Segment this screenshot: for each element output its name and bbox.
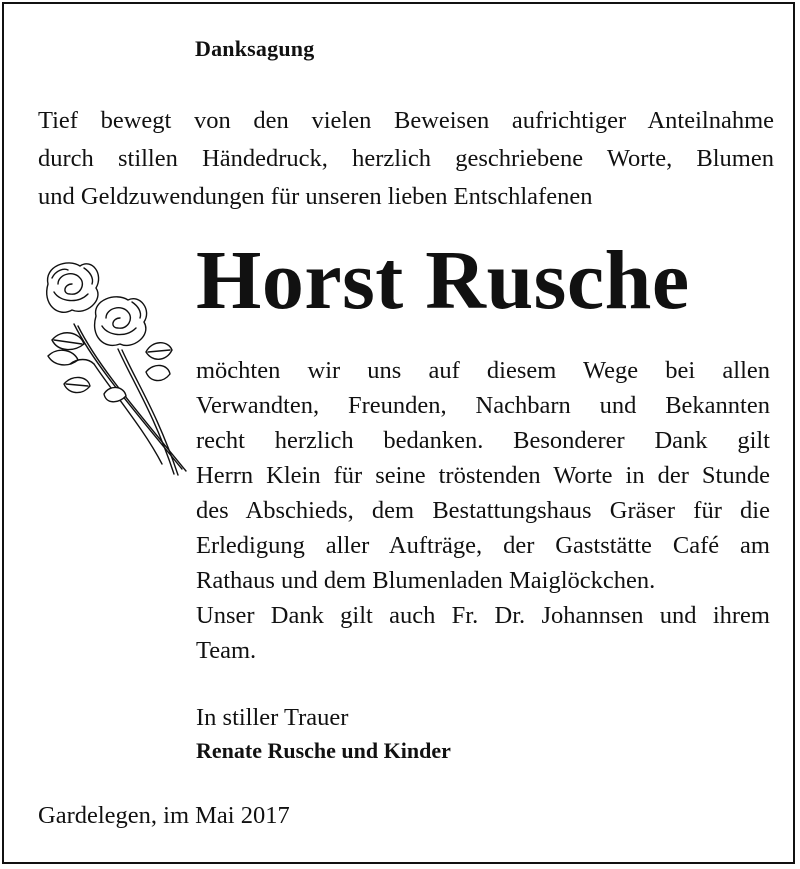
place-date: Gardelegen, im Mai 2017 [38,802,290,829]
body-line: recht herzlich bedanken. Besonderer Dank gilt [196,427,770,454]
body-line: Team. [196,637,257,664]
obituary-notice [2,2,795,864]
roses-icon [34,254,194,484]
body-line: Erledigung aller Aufträge, der Gaststätte Café am [196,532,770,559]
body-line: Herrn Klein für seine tröstenden Worte in der Stunde [196,462,770,489]
body-line: möchten wir uns auf diesem Wege bei allen [196,357,770,384]
closing-phrase: In stiller Trauer [196,704,349,731]
notice-heading: Danksagung [195,36,315,61]
intro-line: durch stillen Händedruck, herzlich geschriebene Worte, Blumen [38,145,774,172]
intro-line: Tief bewegt von den vielen Beweisen aufrichtiger Anteilnahme [38,107,774,134]
body-line: Verwandten, Freunden, Nachbarn und Bekannten [196,392,770,419]
intro-text [38,102,774,216]
signatories: Renate Rusche und Kinder [196,738,451,763]
intro-line: und Geldzuwendungen für unseren lieben Entschlafenen [38,183,593,210]
deceased-name: Horst Rusche [196,234,690,327]
body-line: Rathaus und dem Blumenladen Maiglöckchen. [196,567,656,594]
body-text [196,353,770,668]
body-line: Unser Dank gilt auch Fr. Dr. Johannsen und ihrem [196,602,770,629]
body-line: des Abschieds, dem Bestattungshaus Gräser für die [196,497,770,524]
